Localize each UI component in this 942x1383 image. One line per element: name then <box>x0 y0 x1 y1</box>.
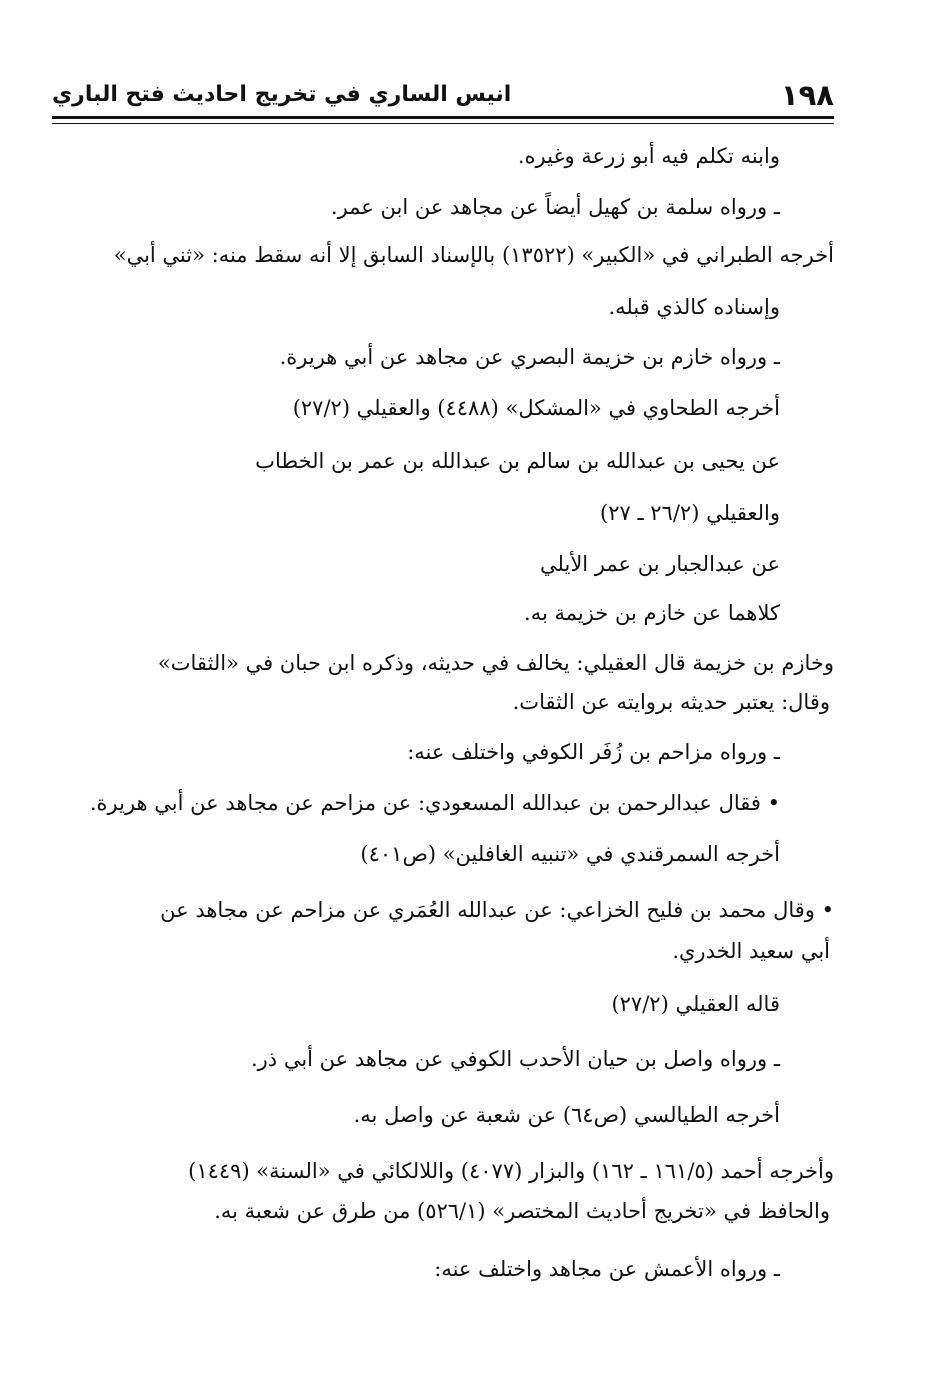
text-line: أبي سعيد الخدري. <box>672 939 830 963</box>
text-line: أخرجه الطيالسي (ص٦٤) عن شعبة عن واصل به. <box>353 1103 780 1127</box>
text-line: أخرجه الطحاوي في «المشكل» (٤٤٨٨) والعقيلي (٢٧/٢) <box>292 396 780 420</box>
text-line: كلاهما عن خازم بن خزيمة به. <box>524 601 780 625</box>
text-line: وخازم بن خزيمة قال العقيلي: يخالف في حديثه، وذكره ابن حبان في «الثقات» <box>157 651 834 675</box>
header-rule-thick <box>52 116 834 119</box>
text-line: ـ ورواه سلمة بن كهيل أيضاً عن مجاهد عن ابن عمر. <box>330 195 780 219</box>
text-line: ـ ورواه واصل بن حيان الأحدب الكوفي عن مجاهد عن أبي ذر. <box>250 1047 780 1071</box>
text-line: أخرجه السمرقندي في «تنبيه الغافلين» (ص٤٠١) <box>360 842 780 866</box>
text-line: عن عبدالجبار بن عمر الأيلي <box>540 552 780 576</box>
text-line: قاله العقيلي (٢٧/٢) <box>611 992 780 1016</box>
text-line: • وقال محمد بن فليح الخزاعي: عن عبدالله العُمَري عن مزاحم عن مجاهد عن <box>160 898 834 922</box>
running-title: انيس الساري في تخريج احاديث فتح الباري <box>52 82 512 107</box>
text-line: • فقال عبدالرحمن بن عبدالله المسعودي: عن مزاحم عن مجاهد عن أبي هريرة. <box>89 791 780 815</box>
text-line: أخرجه الطبراني في «الكبير» (١٣٥٢٢) بالإسناد السابق إلا أنه سقط منه: «ثني أبي» <box>113 243 834 267</box>
page-header <box>52 78 834 114</box>
text-line: والحافظ في «تخريج أحاديث المختصر» (٥٢٦/١) من طرق عن شعبة به. <box>214 1199 830 1223</box>
text-line: وابنه تكلم فيه أبو زرعة وغيره. <box>517 144 780 168</box>
text-line: ـ ورواه خازم بن خزيمة البصري عن مجاهد عن أبي هريرة. <box>279 345 780 369</box>
page-number: ١٩٨ <box>780 78 834 112</box>
text-line: وإسناده كالذي قبله. <box>608 295 780 319</box>
text-line: ـ ورواه مزاحم بن زُفَر الكوفي واختلف عنه: <box>407 740 780 764</box>
text-line: عن يحيى بن عبدالله بن سالم بن عبدالله بن عمر بن الخطاب <box>255 449 780 473</box>
header-rule-thin <box>52 123 834 124</box>
text-line: والعقيلي (٢٦/٢ ـ ٢٧) <box>600 501 780 525</box>
text-line: ـ ورواه الأعمش عن مجاهد واختلف عنه: <box>434 1257 780 1281</box>
text-line: وأخرجه أحمد (١٦١/٥ ـ ١٦٢) والبزار (٤٠٧٧) واللالكائي في «السنة» (١٤٤٩) <box>188 1159 834 1183</box>
text-line: وقال: يعتبر حديثه بروايته عن الثقات. <box>512 690 830 714</box>
